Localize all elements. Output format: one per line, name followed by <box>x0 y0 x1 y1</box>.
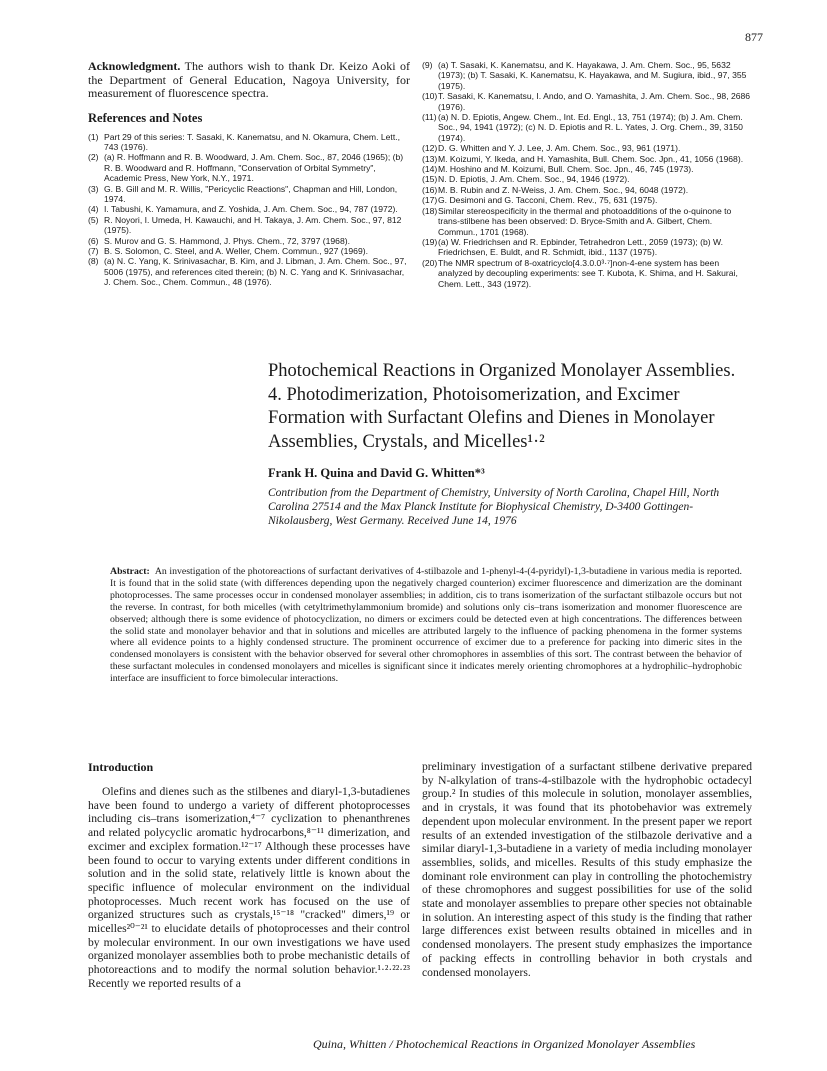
reference-item <box>422 154 752 164</box>
reference-text: (a) N. D. Epiotis, Angew. Chem., Int. Ed. Engl., 13, 751 (1974); (b) J. Am. Chem. Soc., 94, 1941 (1972); (c) N. D. Epiotis and R. L. Yates, J. Org. Chem., 39, 3150 (1974). <box>438 112 743 143</box>
affiliation: Contribution from the Department of Chemistry, University of North Carolina, Chapel Hill, North Carolina 27514 and the Max Planck Institute for Biophysical Chemistry, D-3400 Gottingen-Nikolausberg, West Germany. Received June 14, 1976 <box>268 487 720 527</box>
reference-number: (1) <box>88 131 99 142</box>
reference-text: M. B. Rubin and Z. N-Weiss, J. Am. Chem. Soc., 94, 6048 (1972). <box>438 184 689 195</box>
reference-number: (13) <box>422 153 438 164</box>
reference-text: I. Tabushi, K. Yamamura, and Z. Yoshida, J. Am. Chem. Soc., 94, 787 (1972). <box>104 204 398 215</box>
references-heading: References and Notes <box>88 110 203 125</box>
reference-number: (10) <box>422 91 438 102</box>
reference-text: R. Noyori, I. Umeda, H. Kawauchi, and H. Takaya, J. Am. Chem. Soc., 97, 812 (1975). <box>104 214 402 236</box>
reference-number: (7) <box>88 245 99 256</box>
reference-item <box>88 236 410 246</box>
reference-number: (2) <box>88 152 99 163</box>
reference-text: G. B. Gill and M. R. Willis, "Pericyclic Reactions", Chapman and Hill, London, 1974. <box>104 183 398 204</box>
acknowledgment <box>88 60 410 101</box>
introduction-heading: Introduction <box>88 760 154 774</box>
reference-item <box>422 206 752 237</box>
reference-item <box>88 132 410 153</box>
reference-item <box>422 91 752 112</box>
reference-item <box>422 185 752 195</box>
reference-text: (a) R. Hoffmann and R. B. Woodward, J. Am. Chem. Soc., 87, 2046 (1965); (b) R. B. Woodward and R. Hoffmann, "Conservation of Orbital Symmetry", Academic Press, New York, N.Y., 1971. <box>104 152 404 184</box>
reference-number: (15) <box>422 174 438 185</box>
reference-text: (a) W. Friedrichsen and R. Epbinder, Tetrahedron Lett., 2059 (1973); (b) W. Friedrichsen, E. Buldt, and R. Schmidt, ibid., 1137 (1975). <box>438 236 724 258</box>
reference-number: (6) <box>88 235 99 246</box>
reference-item <box>422 164 752 174</box>
reference-number: (5) <box>88 214 99 225</box>
reference-text: S. Murov and G. S. Hammond, J. Phys. Chem., 72, 3797 (1968). <box>104 235 350 246</box>
reference-number: (14) <box>422 164 438 175</box>
references-list-right <box>422 60 752 289</box>
abstract <box>110 566 742 685</box>
authors: Frank H. Quina and David G. Whitten*³ <box>268 466 485 480</box>
reference-number: (19) <box>422 236 438 247</box>
reference-number: (18) <box>422 205 438 216</box>
abstract-text: An investigation of the photoreactions of surfactant derivatives of 4-stilbazole and 1-phenyl-4-(4-pyridyl)-1,3-butadiene in various media is reported. It is found that in the solid state (with differences depending upon the negatively charged counterion) excimer fluorescence and dimerization are the dominant photoprocesses. The same processes occur in condensed monolayer assemblies; in addition, cis to trans isomerization of the surfactant stilbazole occurs but not the reverse. In contrast, for both micelles (with cetyltrimethylammonium bromide) and solutions only cis–trans isomerization and monomer fluorescence are observed; although there is some evidence of photocyclization, no dimers or excimers could be detected even at high concentrations. The differences between the solid state and monolayer behavior and that in solutions and micelles are attributed largely to the influence of packing phenomena in the former systems where all evidence points to a highly condensed structure. The prominent occurrence of excimer due to a preference for packing into dimeric sites in the condensed monolayers is consistent with the behavior observed for several other chromophores in assemblies of this sort. The contrast between the behavior of these surfactant molecules in condensed monolayers and micelles is significant since it indicates merely orienting chromophores at a hydrophilic–hydrophobic interface are insufficient to force bimolecular interactions. <box>110 566 742 685</box>
reference-item <box>88 204 410 214</box>
reference-item <box>422 112 752 143</box>
reference-item <box>422 195 752 205</box>
reference-text: N. D. Epiotis, J. Am. Chem. Soc., 94, 1946 (1972). <box>438 174 630 185</box>
reference-number: (9) <box>422 60 433 70</box>
left-top-column <box>88 60 410 288</box>
reference-text: (a) N. C. Yang, K. Srinivasachar, B. Kim, and J. Libman, J. Am. Chem. Soc., 97, 5006 (1975), and references cited therein; (b) N. C. Yang and K. Srinivasachar, J. Chem. Soc., Chem. Commun., 48 (1976). <box>104 256 407 288</box>
reference-item <box>88 184 410 205</box>
reference-number: (11) <box>422 112 437 123</box>
acknowledgment-text: The authors wish to thank Dr. Keizo Aoki of the Department of General Education, Nagoya University, for measurement of fluorescence spectra. <box>88 59 410 100</box>
references-list-left <box>88 132 410 288</box>
reference-text: T. Sasaki, K. Kanematsu, I. Ando, and O. Yamashita, J. Am. Chem. Soc., 98, 2686 (1976). <box>438 91 751 112</box>
reference-item <box>88 256 410 287</box>
reference-item <box>88 152 410 183</box>
reference-text: The NMR spectrum of 8-oxatricyclo[4.3.0.0³·⁷]non-4-ene system has been analyzed by decoupling experiments: see T. Kubota, K. Shima, and H. Sakurai, Chem. Lett., 343 (1972). <box>438 257 738 289</box>
reference-item <box>422 60 752 91</box>
introduction-paragraph-left: Olefins and dienes such as the stilbenes and diaryl-1,3-butadienes have been found to undergo a variety of different photoprocesses including cis–trans isomerization,⁴⁻⁷ cyclization to phenanthrenes and related polycyclic aromatic hydrocarbons,⁸⁻¹¹ dimerization, and excimer and exciplex formation.¹²⁻¹⁷ Although these processes have been found to occur to varying extents under different conditions in solution and in the solid state, relatively little is known about the specific influence of molecular environment on the individual photoprocesses. Much recent work has focused on the use of organized structures such as crystals,¹⁵⁻¹⁸ "cracked" dimers,¹⁹ or micelles²⁰⁻²¹ to elucidate details of photoprocesses and their control by molecular environment. In our own investigations we have used organized monolayer assemblies both to probe mechanistic details of photoreactions and to modify the normal solution behavior.¹·²·²²·²³ Recently we reported results of a <box>88 785 410 990</box>
reference-text: Similar stereospecificity in the thermal and photoadditions of the o-quinone to trans-stilbene has been observed: D. Bryce-Smith and A. Gilbert, Chem. Commun., 1701 (1968). <box>438 205 732 237</box>
reference-text: D. G. Whitten and Y. J. Lee, J. Am. Chem. Soc., 93, 961 (1971). <box>438 143 681 154</box>
article-title: Photochemical Reactions in Organized Monolayer Assemblies. 4. Photodimerization, Photoisomerization, and Excimer Formation with Surfactant Olefins and Dienes in Monolayer Assemblies, Crystals, and Micelles¹·² <box>268 361 736 452</box>
reference-text: M. Hoshino and M. Koizumi, Bull. Chem. Soc. Jpn., 46, 745 (1973). <box>438 164 694 175</box>
introduction-paragraph-right: preliminary investigation of a surfactant stilbene derivative prepared by N-alkylation of trans-4-stilbazole with the hydrophobic octadecyl group.² In studies of this molecule in solution, monolayer assemblies, and in crystals, it was found that its photobehavior was extremely dependent upon molecular environment. In the present paper we report results of an extended investigation of the stilbazole derivative and a similar diaryl-1,3-butadiene in a variety of media including monolayer assemblies, solids, and micelles. Results of this study emphasize the dominant role environment can play in controlling the photochemistry of these chromophores and suggest possibilities for use of the solid state and monolayer assemblies to prepare other species not obtainable in solution. An interesting aspect of this study is the finding that rather large differences exist between results obtained in micelles and in condensed monolayers. The present study emphasizes the importance of packing effects in controlling behavior in both crystals and condensed monolayers. <box>422 760 752 979</box>
reference-item <box>422 237 752 258</box>
reference-number: (17) <box>422 195 438 206</box>
introduction-right-column <box>422 760 752 979</box>
reference-number: (20) <box>422 257 438 268</box>
abstract-label: Abstract: <box>110 566 150 577</box>
reference-item <box>88 246 410 256</box>
running-footer: Quina, Whitten / Photochemical Reactions in Organized Monolayer Assemblies <box>313 1037 696 1051</box>
reference-text: M. Koizumi, Y. Ikeda, and H. Yamashita, Bull. Chem. Soc. Jpn., 41, 1056 (1968). <box>438 153 744 164</box>
reference-number: (12) <box>422 143 438 154</box>
reference-text: Part 29 of this series: T. Sasaki, K. Kanematsu, and N. Okamura, Chem. Lett., 743 (1976). <box>104 131 400 152</box>
reference-number: (4) <box>88 204 99 215</box>
introduction-left-column <box>88 760 410 991</box>
page-number: 877 <box>745 30 763 44</box>
reference-text: G. Desimoni and G. Tacconi, Chem. Rev., 75, 631 (1975). <box>438 195 658 206</box>
reference-item <box>88 215 410 236</box>
reference-number: (8) <box>88 256 99 267</box>
reference-number: (3) <box>88 183 99 194</box>
reference-text: B. S. Solomon, C. Steel, and A. Weller, Chem. Commun., 927 (1969). <box>104 245 368 256</box>
reference-item <box>422 143 752 153</box>
reference-text: (a) T. Sasaki, K. Kanematsu, and K. Hayakawa, J. Am. Chem. Soc., 95, 5632 (1973); (b) T. Sasaki, K. Kanematsu, K. Hayakawa, and M. Sugiura, ibid., 97, 355 (1975). <box>438 60 747 91</box>
reference-item <box>422 174 752 184</box>
right-top-column <box>422 60 752 289</box>
reference-number: (16) <box>422 184 438 195</box>
reference-item <box>422 258 752 289</box>
acknowledgment-label: Acknowledgment. <box>88 59 181 73</box>
